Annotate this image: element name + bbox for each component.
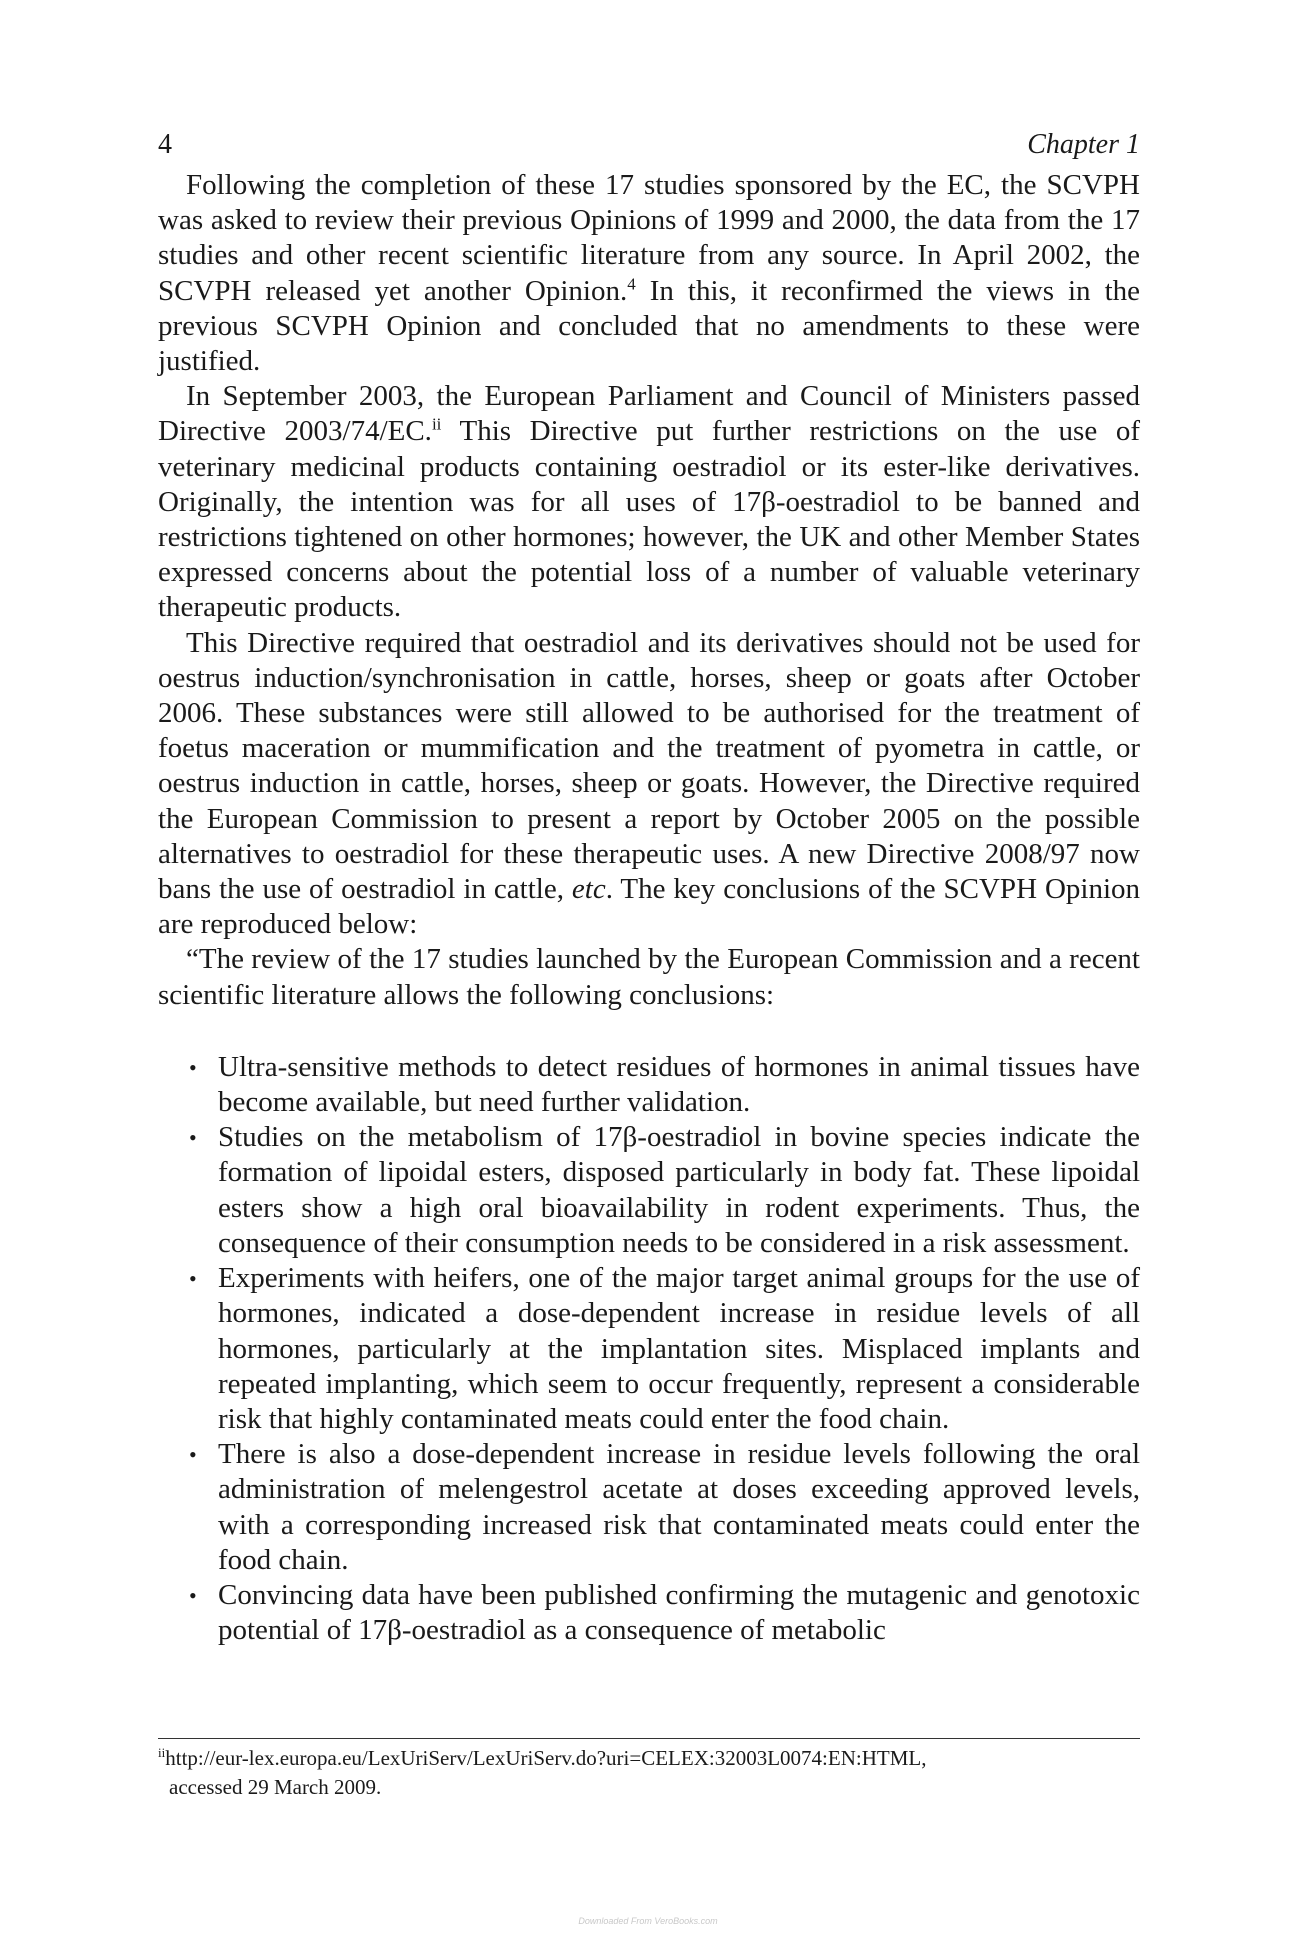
conclusions-list (158, 1050, 1140, 1648)
list-item: • There is also a dose-dependent increase in residue levels following the oral administration of melengestrol acetate at doses exceeding approved levels, with a corresponding increased risk that contaminated meats could enter the food chain. (189, 1438, 1140, 1576)
footnote-accessed: accessed 29 March 2009. (169, 1775, 382, 1799)
bullet-icon: • (189, 1266, 197, 1292)
italic-term: etc (571, 873, 606, 906)
list-item: • Studies on the metabolism of 17β-oestradiol in bovine species indicate the formation of lipoidal esters, disposed particularly in body fat. These lipoidal esters show a high oral bioavailability in rodent experiments. Thus, the consequence of their consumption needs to be considered in a risk assessment. (189, 1121, 1140, 1259)
list-item: • Ultra-sensitive methods to detect residues of hormones in animal tissues have become available, but need further validation. (189, 1050, 1140, 1119)
bullet-icon: • (189, 1125, 197, 1151)
footnote (158, 1738, 1140, 1802)
list-item: • Convincing data have been published confirming the mutagenic and genotoxic potential of 17β-oestradiol as a consequence of metabolic (189, 1578, 1140, 1647)
paragraph: “The review of the 17 studies launched by the European Commission and a recent scientific literature allows the following conclusions: (158, 943, 1140, 1011)
chapter-title: Chapter 1 (1027, 129, 1140, 160)
watermark: Downloaded From VeroBooks.com (578, 1916, 718, 1926)
body-text (158, 168, 1140, 1013)
footnote-ref[interactable]: ii (431, 414, 442, 434)
footnote-link[interactable]: http://eur-lex.europa.eu/LexUriServ/LexUriServ.do?uri=CELEX:32003L0074:EN:HTML, (165, 1746, 927, 1770)
footnote-line (158, 1744, 1140, 1773)
bullet-icon: • (189, 1442, 197, 1468)
running-head (158, 128, 1140, 162)
paragraph: Following the completion of these 17 studies sponsored by the EC, the SCVPH was asked to review their previous Opinions of 1999 and 2000, the data from the 17 studies and other recent scientific literature from any source. In April 2002, the SCVPH released yet another Opinion.$^4$ In this, it reconfirmed the views in the previous SCVPH Opinion and concluded that no amendments to these were justified. (158, 169, 1141, 378)
list-item: • Experiments with heifers, one of the major target animal groups for the use of hormones, indicated a dose-dependent increase in residue levels of all hormones, particularly at the implantation sites. Misplaced implants and repeated implanting, which seem to occur frequently, represent a considerable risk that highly contaminated meats could enter the food chain. (189, 1262, 1140, 1435)
endnote-ref[interactable]: 4 (627, 273, 636, 293)
bullet-icon: • (189, 1054, 197, 1080)
paragraph: This Directive required that oestradiol and its derivatives should not be used for oestrus induction/synchronisation in cattle, horses, sheep or goats after October 2006. These substances were still allowed to be authorised for the treatment of foetus maceration or mummification and the treatment of pyometra in cattle, or oestrus induction in cattle, horses, sheep or goats. However, the Directive required the European Commission to present a report by October 2005 on the possible alternatives to oestradiol for these therapeutic uses. A new Directive 2008/97 now bans the use of oestradiol in cattle, etc. The key conclusions of the SCVPH Opinion are reproduced below: (158, 626, 1140, 941)
page (158, 128, 1140, 1648)
bullet-icon: • (189, 1582, 197, 1608)
page-number: 4 (158, 129, 172, 160)
paragraph: In September 2003, the European Parliament and Council of Ministers passed Directive 2003/74/EC.$^{ii}$ This Directive put further restrictions on the use of veterinary medicinal products containing oestradiol or its ester-like derivatives. Originally, the intention was for all uses of 17β-oestradiol to be banned and restrictions tightened on other hormones; however, the UK and other Member States expressed concerns about the potential loss of a number of valuable veterinary therapeutic products. (158, 380, 1140, 624)
footnote-marker: ii (158, 1745, 166, 1760)
